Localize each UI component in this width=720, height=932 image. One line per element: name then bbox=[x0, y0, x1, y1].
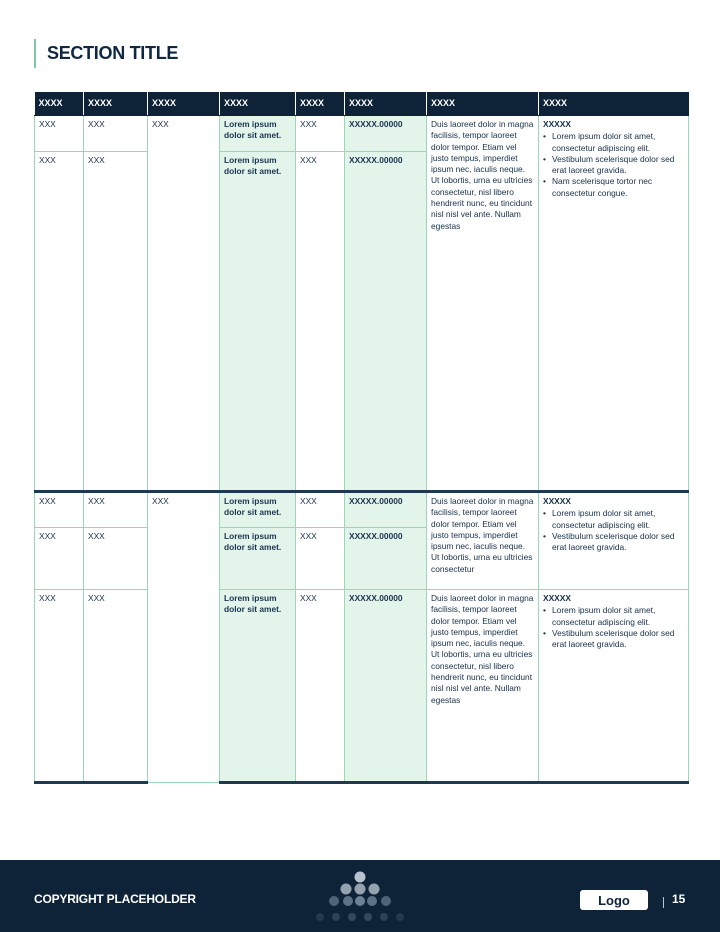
cell: XXX bbox=[84, 590, 148, 783]
description-cell bbox=[427, 492, 539, 590]
details-cell bbox=[539, 492, 689, 590]
cell: XXX bbox=[296, 528, 345, 590]
details-list bbox=[543, 131, 684, 199]
table-row bbox=[35, 116, 689, 152]
group-label-cell: XXX bbox=[148, 492, 220, 783]
data-table bbox=[34, 92, 689, 784]
details-cell bbox=[539, 590, 689, 783]
list-item: • Vestibulum scelerisque dolor sed erat laoreet gravida. bbox=[543, 154, 684, 177]
cell: XXX bbox=[35, 528, 84, 590]
description-cell bbox=[427, 590, 539, 783]
details-title: XXXXX bbox=[543, 593, 571, 603]
details-cell bbox=[539, 116, 689, 492]
code-cell: XXXXX.00000 bbox=[345, 590, 427, 783]
footer bbox=[0, 860, 720, 932]
column-header: XXXX bbox=[35, 92, 84, 116]
dot-pyramid-icon bbox=[310, 868, 410, 932]
cell: XXX bbox=[35, 152, 84, 492]
list-item: • Lorem ipsum dolor sit amet, consectetur adipiscing elit. bbox=[543, 605, 684, 628]
group-label-cell: XXX bbox=[148, 116, 220, 492]
column-header: XXXX bbox=[427, 92, 539, 116]
list-item: • Lorem ipsum dolor sit amet, consectetur adipiscing elit. bbox=[543, 508, 684, 531]
copyright-text: COPYRIGHT PLACEHOLDER bbox=[34, 892, 196, 906]
list-item: • Vestibulum scelerisque dolor sed erat laoreet gravida. bbox=[543, 531, 684, 554]
code-cell: XXXXX.00000 bbox=[345, 116, 427, 152]
cell: XXX bbox=[35, 116, 84, 152]
table-row bbox=[35, 590, 689, 783]
cell: XXX bbox=[84, 528, 148, 590]
lorem-cell: Lorem ipsum dolor sit amet. bbox=[220, 152, 296, 492]
footer-divider bbox=[663, 897, 664, 908]
list-item: • Lorem ipsum dolor sit amet, consectetur adipiscing elit. bbox=[543, 131, 684, 154]
column-header: XXXX bbox=[84, 92, 148, 116]
details-list bbox=[543, 508, 684, 553]
code-cell: XXXXX.00000 bbox=[345, 152, 427, 492]
lorem-cell: Lorem ipsum dolor sit amet. bbox=[220, 492, 296, 528]
section-title-bar bbox=[34, 39, 178, 68]
lorem-cell: Lorem ipsum dolor sit amet. bbox=[220, 528, 296, 590]
column-header: XXXX bbox=[148, 92, 220, 116]
list-item: • Nam scelerisque tortor nec consectetur congue. bbox=[543, 176, 684, 199]
details-title: XXXXX bbox=[543, 496, 571, 506]
column-header: XXXX bbox=[345, 92, 427, 116]
lorem-cell: Lorem ipsum dolor sit amet. bbox=[220, 116, 296, 152]
table-header-row bbox=[35, 92, 689, 116]
code-cell: XXXXX.00000 bbox=[345, 492, 427, 528]
cell: XXX bbox=[296, 152, 345, 492]
cell: XXX bbox=[84, 116, 148, 152]
cell: XXX bbox=[296, 590, 345, 783]
code-cell: XXXXX.00000 bbox=[345, 528, 427, 590]
section-title: SECTION TITLE bbox=[47, 43, 179, 63]
details-list bbox=[543, 605, 684, 650]
list-item: • Vestibulum scelerisque dolor sed erat laoreet gravida. bbox=[543, 628, 684, 651]
cell: XXX bbox=[35, 590, 84, 783]
cell: XXX bbox=[35, 492, 84, 528]
logo: Logo bbox=[580, 890, 648, 910]
table-row bbox=[35, 492, 689, 528]
details-title: XXXXX bbox=[543, 119, 571, 129]
cell: XXX bbox=[84, 492, 148, 528]
description-cell bbox=[427, 116, 539, 492]
description-text: Duis laoreet dolor in magna facilisis, tempor laoreet dolor tempor. Etiam vel justo tempus, imperdiet ipsum nec, iaculis neque. Ut lobortis, urna eu ultricies consectetur, nisl libero hendrerit nunc, eu tincidunt nisl nisl vel ante. Nullam egestas bbox=[431, 593, 534, 705]
column-header: XXXX bbox=[539, 92, 689, 116]
description-text: Duis laoreet dolor in magna facilisis, tempor laoreet dolor tempor. Etiam vel justo tempus, imperdiet ipsum nec, iaculis neque. Ut lobortis, urna eu ultricies consectetur, nisl libero hendrerit nunc, eu tincidunt nisl nisl vel ante. Nullam egestas bbox=[431, 119, 534, 231]
cell: XXX bbox=[296, 492, 345, 528]
column-header: XXXX bbox=[296, 92, 345, 116]
cell: XXX bbox=[296, 116, 345, 152]
description-text: Duis laoreet dolor in magna facilisis, tempor laoreet dolor tempor. Etiam vel justo tempus, imperdiet ipsum nec, iaculis neque. Ut lobortis, urna eu ultricies consectetur bbox=[431, 496, 534, 574]
column-header: XXXX bbox=[220, 92, 296, 116]
cell: XXX bbox=[84, 152, 148, 492]
page-number: 15 bbox=[672, 892, 686, 906]
lorem-cell: Lorem ipsum dolor sit amet. bbox=[220, 590, 296, 783]
